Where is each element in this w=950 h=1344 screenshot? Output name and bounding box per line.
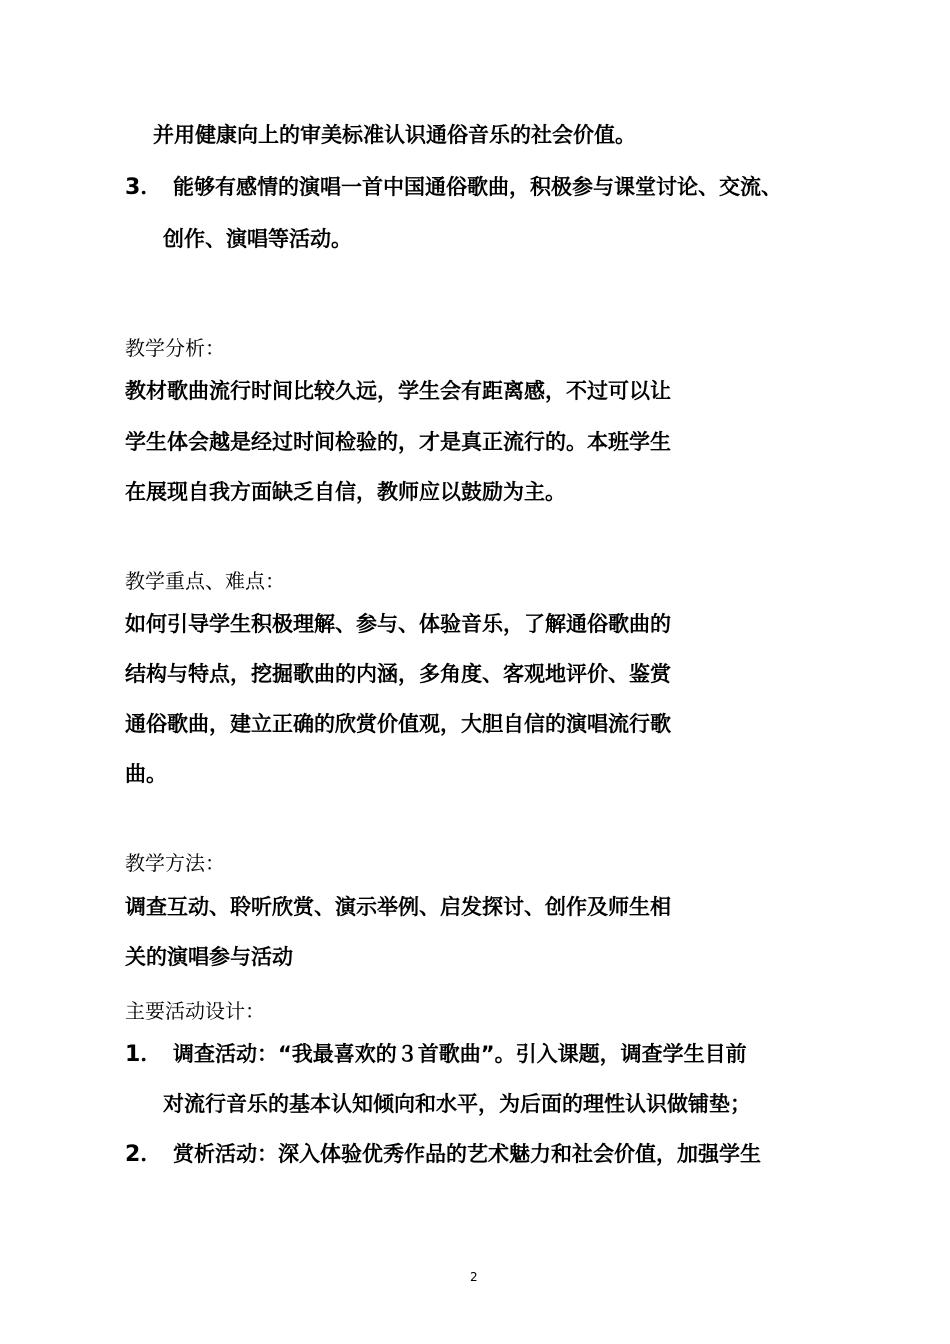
goal-item-3-line-1: 能够有感情的演唱一首中国通俗歌曲，积极参与课堂讨论、交流、 bbox=[173, 175, 782, 199]
methods-line-2: 关的演唱参与活动 bbox=[125, 945, 293, 969]
activities-heading: 主要活动设计： bbox=[125, 999, 265, 1023]
activity-item-1-line-2: 对流行音乐的基本认知倾向和水平，为后面的理性认识做铺垫； bbox=[163, 1092, 751, 1116]
activity-item-1-number: 1． bbox=[125, 1042, 163, 1067]
methods-heading: 教学方法： bbox=[125, 851, 225, 875]
key-points-line-3: 通俗歌曲，建立正确的欣赏价值观，大胆自信的演唱流行歌 bbox=[125, 712, 671, 736]
goal-item-3-number: 3． bbox=[125, 175, 163, 200]
goal-item-3-line-2: 创作、演唱等活动。 bbox=[163, 227, 352, 251]
analysis-heading: 教学分析： bbox=[125, 336, 225, 360]
key-points-heading: 教学重点、难点： bbox=[125, 569, 285, 593]
key-points-line-2: 结构与特点，挖掘歌曲的内涵，多角度、客观地评价、鉴赏 bbox=[125, 662, 671, 686]
activity-item-2-number: 2． bbox=[125, 1142, 163, 1167]
analysis-line-2: 学生体会越是经过时间检验的，才是真正流行的。本班学生 bbox=[125, 430, 671, 454]
goal-continuation-line: 并用健康向上的审美标准认识通俗音乐的社会价值。 bbox=[153, 123, 636, 147]
key-points-line-1: 如何引导学生积极理解、参与、体验音乐，了解通俗歌曲的 bbox=[125, 612, 671, 636]
analysis-line-1: 教材歌曲流行时间比较久远，学生会有距离感，不过可以让 bbox=[125, 379, 671, 403]
key-points-line-4: 曲。 bbox=[125, 762, 167, 786]
page-number: 2 bbox=[470, 1270, 478, 1284]
activity-item-1-line-1: 调查活动：“我最喜欢的３首歌曲”。引入课题，调查学生目前 bbox=[173, 1042, 747, 1066]
methods-line-1: 调查互动、聆听欣赏、演示举例、启发探讨、创作及师生相 bbox=[125, 895, 671, 919]
activity-item-2-line-1: 赏析活动：深入体验优秀作品的艺术魅力和社会价值，加强学生 bbox=[173, 1142, 761, 1166]
analysis-line-3: 在展现自我方面缺乏自信，教师应以鼓励为主。 bbox=[125, 480, 566, 504]
